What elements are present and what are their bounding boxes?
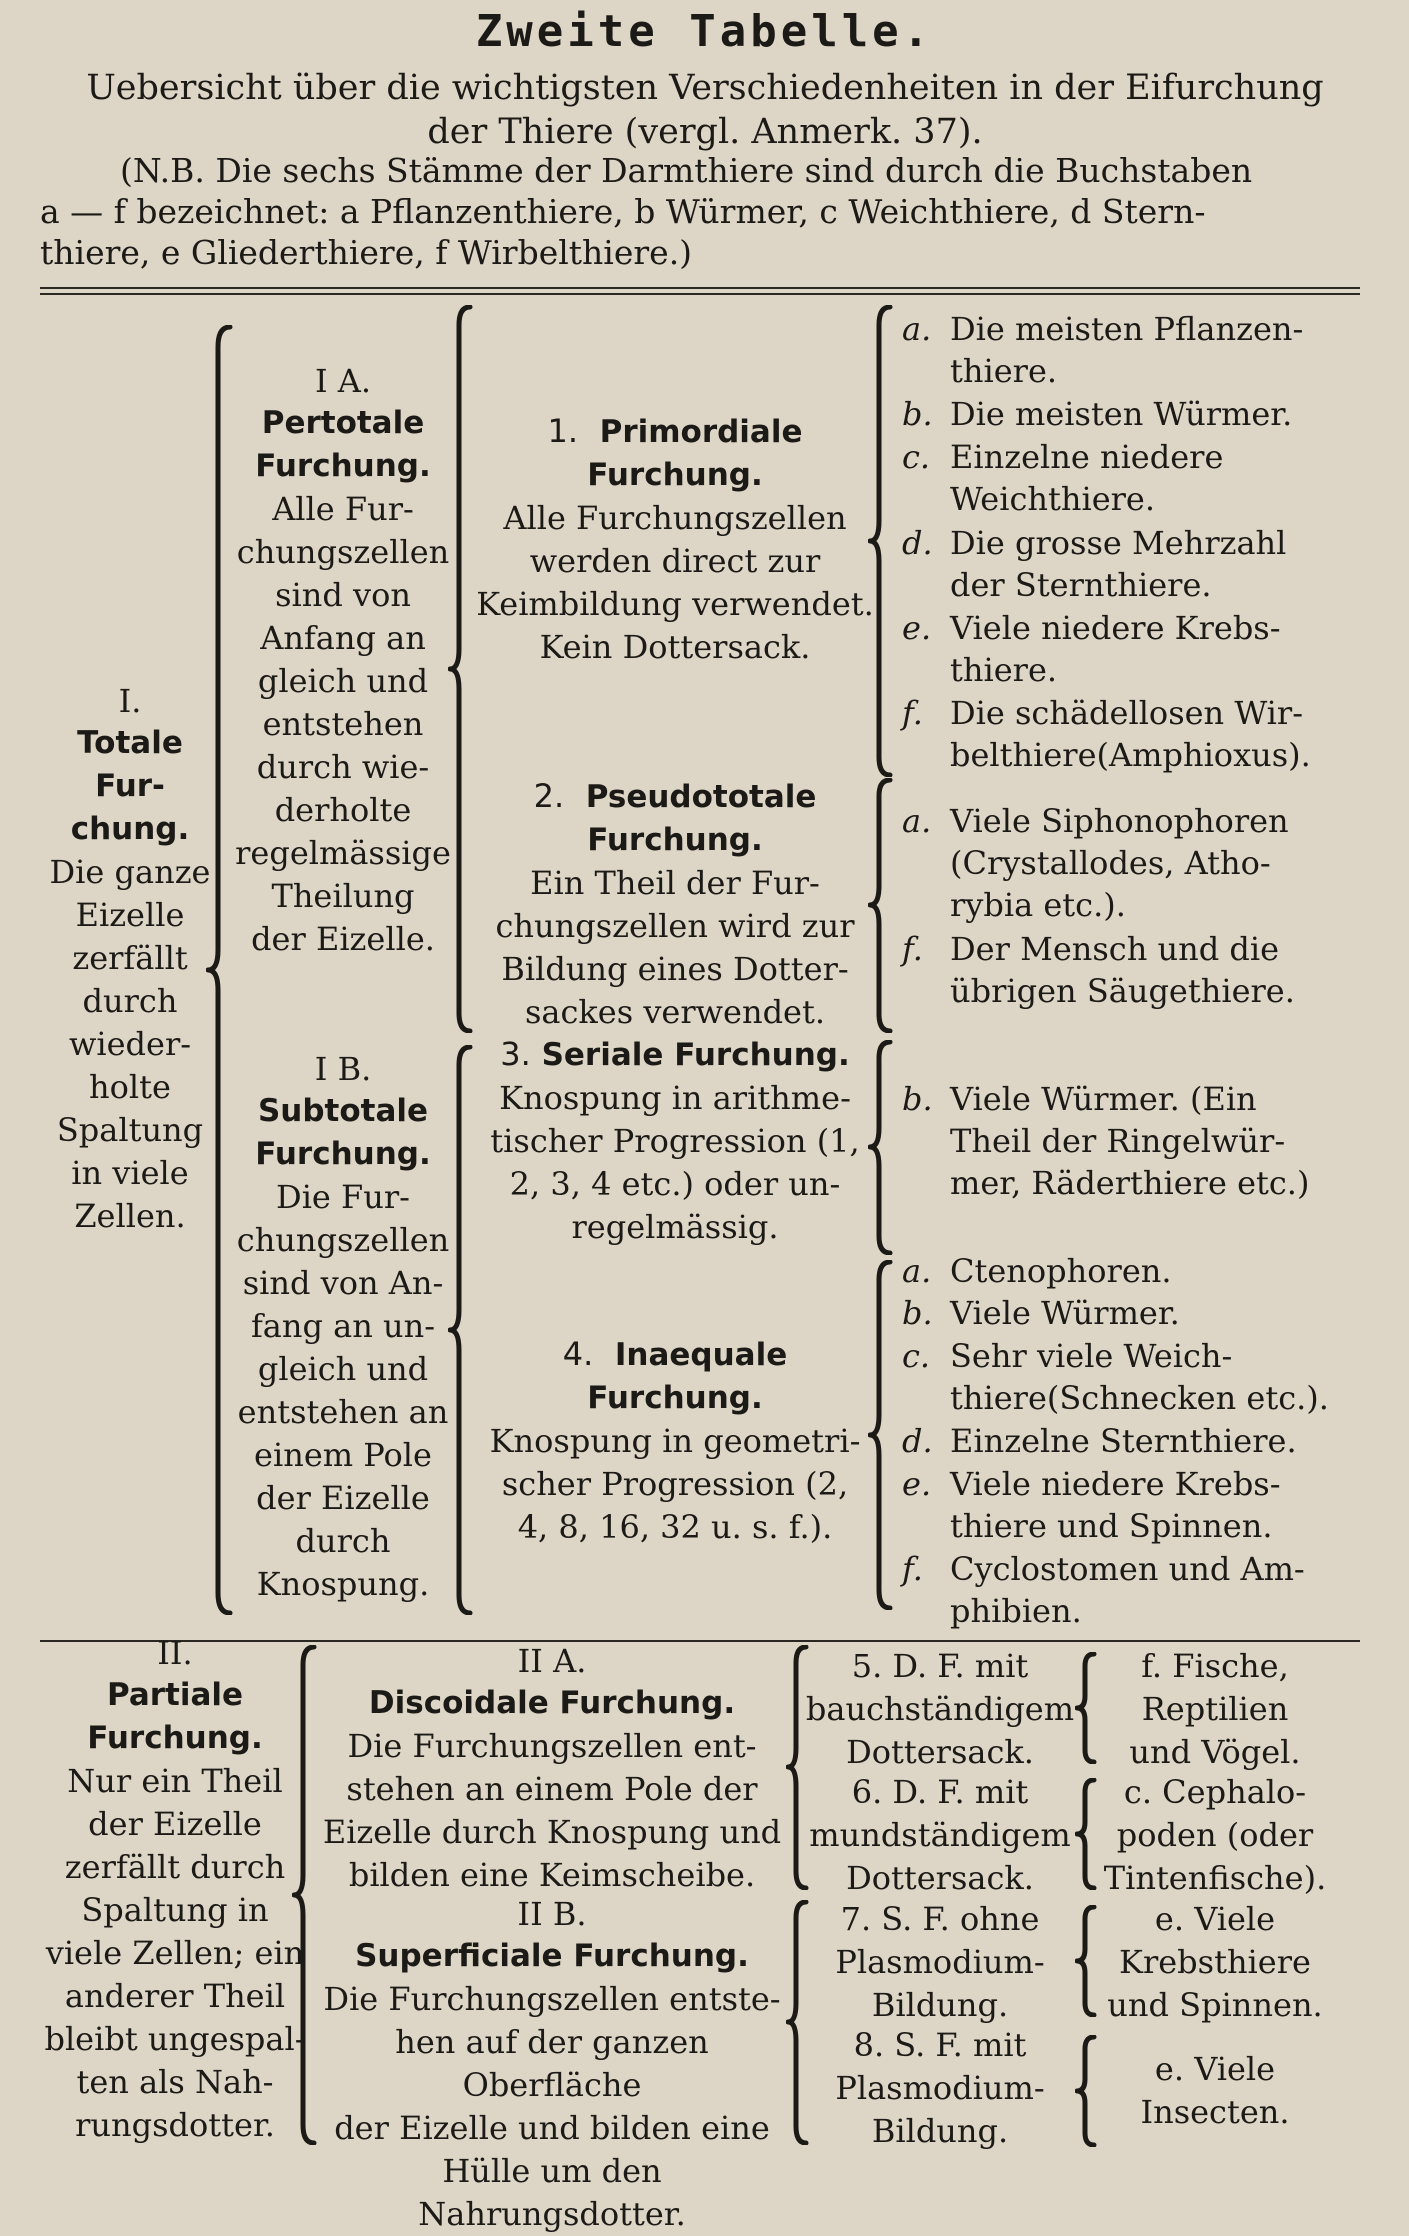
- body-line: Hülle um den Nahrungsdotter.: [418, 2152, 686, 2233]
- body-line: Dottersack.: [846, 1859, 1034, 1897]
- body-line: 4, 8, 16, 32 u. s. f.).: [517, 1508, 833, 1546]
- body-line: Insecten.: [1140, 2093, 1290, 2131]
- body-line: mundständigem: [809, 1816, 1071, 1854]
- body-line: 5. D. F. mit: [851, 1647, 1029, 1685]
- body-line: c. Cephalo-: [1123, 1773, 1307, 1811]
- body-line: und Spinnen.: [1107, 1986, 1323, 2024]
- roman-numeral: I.: [118, 682, 142, 720]
- item-letter: b.: [902, 1080, 933, 1118]
- heading-line: Furchung.: [587, 457, 763, 493]
- brace-icon: [868, 778, 894, 1033]
- body-line: viele Zellen; ein: [45, 1934, 305, 1972]
- body-line: sind von: [275, 576, 411, 614]
- item-line: mer, Räderthiere etc.): [950, 1164, 1310, 1202]
- body-line: Spaltung: [56, 1111, 204, 1149]
- divider-top: [40, 287, 1360, 295]
- body-line: Bildung.: [871, 1986, 1009, 2024]
- item-letter: c.: [902, 1337, 931, 1375]
- body-line: anderer Theil: [64, 1977, 286, 2015]
- item-text: [950, 1548, 1305, 1632]
- body-line: e. Viele: [1154, 2050, 1276, 2088]
- item-letter: e.: [902, 1465, 932, 1503]
- body-line: Die Furchungszellen entste-: [323, 1980, 781, 2018]
- item-text: [950, 308, 1303, 392]
- body-line: Eizelle durch Knospung und: [322, 1813, 782, 1851]
- body-line: Keimbildung verwendet.: [476, 585, 874, 623]
- item-line: (Crystallodes, Atho-: [950, 844, 1271, 882]
- body-line: Eizelle: [75, 896, 185, 934]
- body-line: Reptilien: [1141, 1690, 1289, 1728]
- item-text: [950, 393, 1292, 435]
- body-line: Bildung.: [871, 2112, 1009, 2150]
- body-line: sackes verwendet.: [524, 993, 826, 1031]
- body-line: tischer Progression (1,: [490, 1122, 860, 1160]
- body-line: scher Progression (2,: [501, 1465, 849, 1503]
- item-1-primordiale: [470, 410, 880, 669]
- item-line: Die grosse Mehrzahl: [950, 524, 1287, 562]
- roman-numeral: II A.: [517, 1642, 587, 1680]
- item-6-animals: [1090, 1771, 1340, 1900]
- body-line: der Eizelle.: [251, 920, 435, 958]
- body-line: der Eizelle und bilden eine: [334, 2109, 770, 2147]
- item-line: Die schädellosen Wir-: [950, 694, 1303, 732]
- body-line: und Vögel.: [1129, 1733, 1301, 1771]
- item-letter: a.: [902, 310, 932, 348]
- nota-bene: [40, 150, 1375, 273]
- heading-line: Furchung.: [587, 1380, 763, 1416]
- item-5-animals: [1090, 1645, 1340, 1774]
- item-4-inaequale: [470, 1333, 880, 1549]
- heading-line: Pseudototale: [585, 779, 817, 815]
- body-line: 2, 3, 4 etc.) oder un-: [509, 1165, 841, 1203]
- body-line: Knospung in geometri-: [489, 1422, 861, 1460]
- item-letter: d.: [902, 1422, 933, 1460]
- body-line: entstehen: [262, 705, 424, 743]
- body-line: holte: [89, 1068, 171, 1106]
- heading-line: Primordiale: [599, 414, 803, 450]
- item-line: Weichthiere.: [950, 480, 1156, 518]
- item-letter: a.: [902, 1252, 932, 1290]
- section-IB-subtotale: [228, 1048, 458, 1606]
- section-IIA-discoidale: [312, 1640, 792, 1897]
- body-line: einem Pole: [254, 1436, 432, 1474]
- roman-numeral: II.: [157, 1634, 193, 1672]
- body-line: werden direct zur: [529, 542, 821, 580]
- body-line: Krebsthiere: [1119, 1943, 1311, 1981]
- item-3-seriale: [470, 1033, 880, 1249]
- item-text: [950, 1335, 1329, 1419]
- heading-line: Furchung.: [255, 448, 431, 484]
- body-line: Die Fur-: [276, 1178, 410, 1216]
- item-8: [800, 2024, 1080, 2153]
- body-line: regelmässig.: [571, 1208, 779, 1246]
- item-letter: b.: [902, 1294, 933, 1332]
- body-line: Knospung in arithme-: [499, 1079, 851, 1117]
- item-text: [950, 928, 1295, 1012]
- body-line: chungszellen wird zur: [495, 907, 855, 945]
- nb-line: (N.B. Die sechs Stämme der Darmthiere sind durch die Buchstaben: [120, 151, 1253, 190]
- body-line: Plasmodium-: [835, 1943, 1045, 1981]
- item-letter: e.: [902, 609, 932, 647]
- body-line: entstehen an: [237, 1393, 449, 1431]
- nb-line: thiere, e Gliederthiere, f Wirbelthiere.): [40, 233, 693, 272]
- item-line: thiere(Schnecken etc.).: [950, 1379, 1329, 1417]
- body-line: zerfällt: [72, 939, 188, 977]
- body-line: 6. D. F. mit: [851, 1773, 1029, 1811]
- item-line: Die meisten Würmer.: [950, 395, 1293, 433]
- body-line: stehen an einem Pole der: [346, 1770, 758, 1808]
- item-line: Ctenophoren.: [950, 1252, 1172, 1290]
- body-line: der Eizelle: [256, 1479, 430, 1517]
- body-line: gleich und: [257, 1350, 429, 1388]
- item-line: Cyclostomen und Am-: [950, 1550, 1305, 1588]
- body-line: Bildung eines Dotter-: [501, 950, 849, 988]
- item-line: Viele niedere Krebs-: [950, 1465, 1281, 1503]
- heading-line: Inaequale: [614, 1337, 788, 1373]
- item-line: Einzelne niedere: [950, 438, 1224, 476]
- item-text: [950, 436, 1223, 520]
- item-7: [800, 1898, 1080, 2027]
- body-line: Zellen.: [74, 1197, 186, 1235]
- body-line: Anfang an: [260, 619, 426, 657]
- section-II-partiale: [40, 1632, 310, 2147]
- body-line: Ein Theil der Fur-: [530, 864, 820, 902]
- subtitle-line: der Thiere (vergl. Anmerk. 37).: [427, 112, 983, 152]
- body-line: Spaltung in: [81, 1891, 269, 1929]
- brace-icon: [868, 1040, 894, 1255]
- item-5: [800, 1645, 1080, 1774]
- body-line: 8. S. F. mit: [853, 2026, 1027, 2064]
- body-line: Plasmodium-: [835, 2069, 1045, 2107]
- body-line: durch: [295, 1522, 391, 1560]
- item-letter: f.: [902, 694, 923, 732]
- subtitle: [30, 66, 1380, 154]
- body-line: Dottersack.: [846, 1733, 1034, 1771]
- body-line: e. Viele: [1154, 1900, 1276, 1938]
- item-number: 3.: [500, 1035, 531, 1073]
- section-IIB-superficiale: [312, 1893, 792, 2236]
- body-line: der Eizelle: [88, 1805, 262, 1843]
- roman-numeral: I A.: [314, 362, 372, 400]
- item-number: 2.: [533, 777, 565, 815]
- body-line: sind von An-: [242, 1264, 444, 1302]
- section-I-totale: [40, 680, 220, 1238]
- body-line: Kein Dottersack.: [539, 628, 811, 666]
- item-line: Viele Würmer.: [950, 1294, 1180, 1332]
- heading-line: Subtotale: [257, 1093, 429, 1129]
- body-line: durch: [82, 982, 178, 1020]
- body-line: Alle Furchungszellen: [503, 499, 847, 537]
- item-letter: c.: [902, 438, 931, 476]
- page-title: Zweite Tabelle.: [475, 6, 934, 57]
- item-line: Die meisten Pflanzen-: [950, 310, 1304, 348]
- body-line: Die Furchungszellen ent-: [347, 1727, 757, 1765]
- body-line: chungszellen: [236, 533, 450, 571]
- item-2-pseudototale: [470, 775, 880, 1034]
- body-line: fang an un-: [250, 1307, 436, 1345]
- body-line: Tintenfische).: [1103, 1859, 1327, 1897]
- body-line: chungszellen: [236, 1221, 450, 1259]
- item-text: [950, 800, 1289, 926]
- brace-icon: [868, 305, 894, 777]
- item-number: 1.: [547, 412, 578, 450]
- item-letter: d.: [902, 524, 933, 562]
- roman-numeral: I B.: [314, 1050, 372, 1088]
- roman-numeral: II B.: [517, 1895, 587, 1933]
- heading: Superficiale Furchung.: [355, 1938, 749, 1974]
- body-line: gleich und: [257, 662, 429, 700]
- heading-line: Furchung.: [87, 1720, 263, 1756]
- item-text: [950, 1292, 1180, 1334]
- item-line: Sehr viele Weich-: [950, 1337, 1233, 1375]
- item-text: [950, 1463, 1281, 1547]
- item-line: thiere und Spinnen.: [950, 1507, 1273, 1545]
- item-letter: f.: [902, 930, 923, 968]
- item-text: [950, 1420, 1297, 1462]
- heading-line: Fur-: [95, 768, 165, 804]
- item-text: [950, 1250, 1172, 1292]
- body-line: derholte: [274, 791, 412, 829]
- body-line: f. Fische,: [1141, 1647, 1289, 1685]
- item-line: rybia etc.).: [950, 886, 1126, 924]
- item-text: [950, 522, 1286, 606]
- item-letter: a.: [902, 802, 932, 840]
- body-line: durch wie-: [256, 748, 430, 786]
- item-6: [800, 1771, 1080, 1900]
- item-letter: f.: [902, 1550, 923, 1588]
- heading-line: Totale: [77, 725, 183, 761]
- heading-line: Furchung.: [587, 822, 763, 858]
- item-text: [950, 607, 1281, 691]
- body-line: Alle Fur-: [272, 490, 414, 528]
- item-8-animals: [1090, 2048, 1340, 2134]
- heading-line: Furchung.: [255, 1136, 431, 1172]
- body-line: Knospung.: [256, 1565, 430, 1603]
- item-line: Der Mensch und die: [950, 930, 1280, 968]
- body-line: Die ganze: [49, 853, 211, 891]
- body-line: bauchständigem: [805, 1690, 1075, 1728]
- nb-line: a — f bezeichnet: a Pflanzenthiere, b Würmer, c Weichthiere, d Stern-: [40, 192, 1206, 231]
- section-IA-pertotale: [228, 360, 458, 961]
- body-line: wieder-: [68, 1025, 192, 1063]
- item-line: Viele Würmer. (Ein: [950, 1080, 1257, 1118]
- item-line: thiere.: [950, 651, 1058, 689]
- heading: Discoidale Furchung.: [368, 1685, 736, 1721]
- body-line: Nur ein Theil: [67, 1762, 283, 1800]
- body-line: 7. S. F. ohne: [840, 1900, 1040, 1938]
- item-line: übrigen Säugethiere.: [950, 972, 1295, 1010]
- item-text: [950, 1078, 1309, 1204]
- heading: Seriale Furchung.: [541, 1037, 850, 1073]
- body-line: in viele: [71, 1154, 189, 1192]
- item-line: phibien.: [950, 1592, 1082, 1630]
- item-text: [950, 692, 1311, 776]
- body-line: rungsdotter.: [75, 2106, 275, 2144]
- item-line: Einzelne Sternthiere.: [950, 1422, 1297, 1460]
- body-line: Theilung: [271, 877, 415, 915]
- heading-line: chung.: [70, 811, 190, 847]
- body-line: poden (oder: [1116, 1816, 1314, 1854]
- body-line: regelmässige: [235, 834, 451, 872]
- body-line: bleibt ungespal-: [44, 2020, 306, 2058]
- heading-line: Pertotale: [261, 405, 425, 441]
- body-line: zerfällt durch: [64, 1848, 286, 1886]
- body-line: bilden eine Keimscheibe.: [348, 1856, 756, 1894]
- item-letter: b.: [902, 395, 933, 433]
- item-7-animals: [1090, 1898, 1340, 2027]
- subtitle-line: Uebersicht über die wichtigsten Verschiedenheiten in der Eifurchung: [86, 68, 1324, 108]
- item-line: Viele niedere Krebs-: [950, 609, 1281, 647]
- body-line: hen auf der ganzen Oberfläche: [395, 2023, 709, 2104]
- item-line: thiere.: [950, 352, 1058, 390]
- item-number: 4.: [562, 1335, 594, 1373]
- item-line: Theil der Ringelwür-: [950, 1122, 1286, 1160]
- heading-line: Partiale: [106, 1677, 244, 1713]
- item-line: belthiere(Amphioxus).: [950, 736, 1311, 774]
- body-line: ten als Nah-: [76, 2063, 274, 2101]
- item-line: Viele Siphonophoren: [950, 802, 1289, 840]
- item-line: der Sternthiere.: [950, 566, 1212, 604]
- brace-icon: [868, 1260, 894, 1610]
